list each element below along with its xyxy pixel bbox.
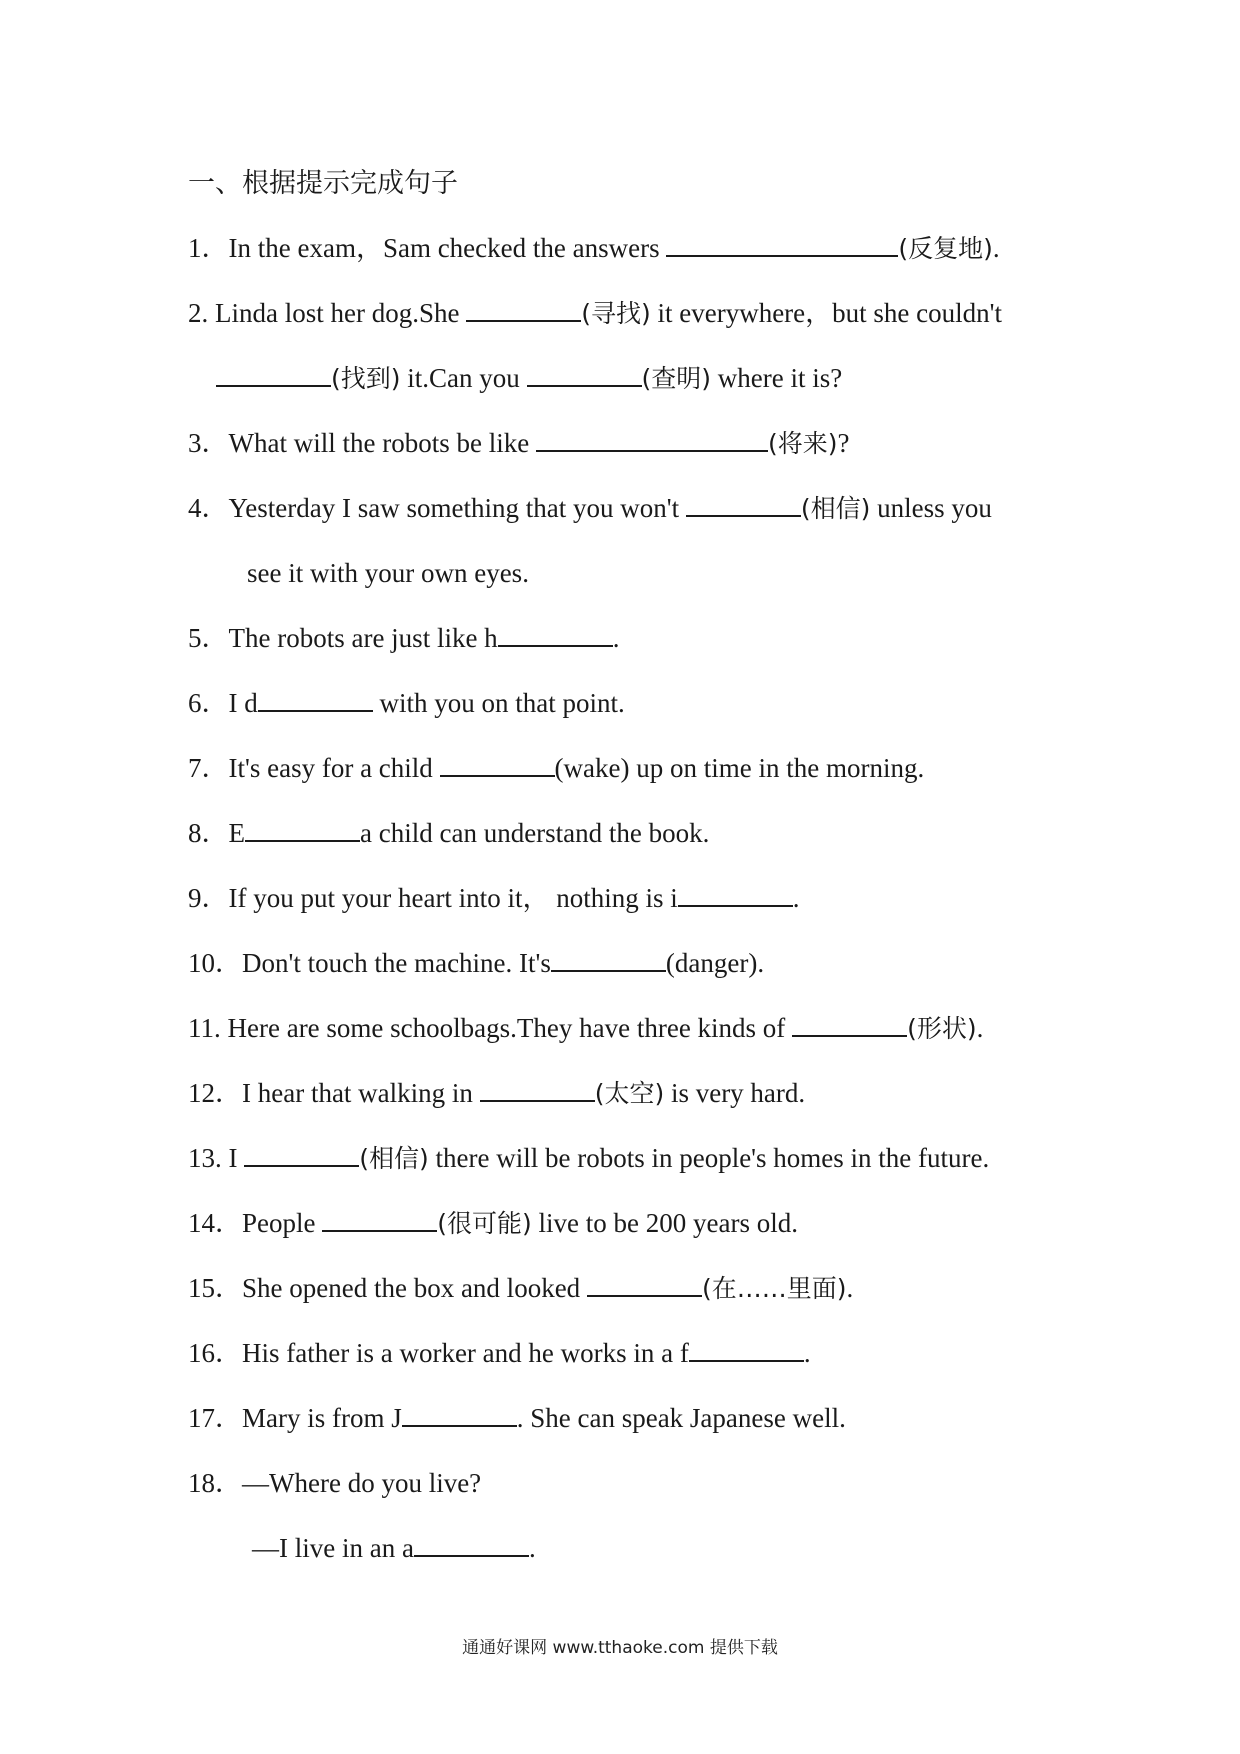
question-text: see it with your own eyes. <box>247 558 529 588</box>
question-number: 14． <box>188 1208 242 1238</box>
question-end: . <box>528 1533 536 1563</box>
answer-blank[interactable] <box>536 424 768 452</box>
question-text: His father is a worker and he works in a f <box>242 1338 689 1368</box>
question-end: . <box>803 1338 811 1368</box>
question-number: 5． <box>188 623 229 653</box>
question-text: The robots are just like h <box>228 623 498 653</box>
question-7 <box>188 748 924 788</box>
question-number: 8． <box>188 818 229 848</box>
question-18-answer-line <box>252 1528 536 1568</box>
answer-blank[interactable] <box>498 619 613 647</box>
hint-text: (反复地) <box>898 234 993 263</box>
answer-blank[interactable] <box>480 1074 595 1102</box>
hint-text: (相信) <box>359 1144 429 1173</box>
question-number: 7． <box>188 753 229 783</box>
question-text: live to be 200 years old. <box>531 1208 798 1238</box>
question-text: Mary is from J <box>242 1403 402 1433</box>
hint-text: (将来) <box>767 429 838 458</box>
question-text: I <box>228 1143 245 1173</box>
question-number: 6． <box>188 688 229 718</box>
question-18 <box>188 1463 481 1503</box>
question-end: . <box>612 623 620 653</box>
question-text: a child can understand the book. <box>360 818 710 848</box>
question-15 <box>188 1268 853 1309</box>
hint-text: (查明) <box>641 364 712 393</box>
question-text: (wake) up on time in the morning. <box>554 753 925 783</box>
answer-blank[interactable] <box>666 229 898 257</box>
question-10 <box>188 943 764 983</box>
question-text: Don't touch the machine. It's <box>242 948 551 978</box>
question-16 <box>188 1333 811 1373</box>
question-text: I hear that walking in <box>242 1078 480 1108</box>
answer-blank[interactable] <box>440 749 555 777</box>
question-4-continued <box>247 553 529 593</box>
question-2-continued <box>216 358 842 399</box>
question-11 <box>188 1008 983 1049</box>
question-text: there will be robots in people's homes in the future. <box>428 1143 990 1173</box>
question-number: 10． <box>188 948 242 978</box>
question-number: 15． <box>188 1273 242 1303</box>
answer-blank[interactable] <box>466 294 581 322</box>
question-text: it.Can you <box>400 363 527 393</box>
question-text: In the exam，Sam checked the answers <box>228 233 667 263</box>
question-end: ? <box>837 428 850 458</box>
question-text: unless you <box>870 493 992 523</box>
question-4 <box>188 488 992 529</box>
question-text: E <box>228 818 245 848</box>
question-text: is very hard. <box>664 1078 806 1108</box>
answer-blank[interactable] <box>258 684 373 712</box>
question-6 <box>188 683 625 723</box>
hint-text: (相信) <box>800 494 871 523</box>
question-number: 16． <box>188 1338 242 1368</box>
question-number: 4． <box>188 493 229 523</box>
answer-blank[interactable] <box>414 1529 529 1557</box>
question-text: Here are some schoolbags.They have three kinds of <box>227 1013 793 1043</box>
section-title: 一、根据提示完成句子 <box>188 168 458 199</box>
question-number: 9． <box>188 883 229 913</box>
answer-blank[interactable] <box>322 1204 437 1232</box>
question-end: . <box>976 1013 984 1043</box>
question-17 <box>188 1398 846 1438</box>
answer-blank[interactable] <box>792 1009 907 1037</box>
question-end: . <box>792 883 800 913</box>
hint-text: (很可能) <box>437 1209 532 1238</box>
question-9 <box>188 878 799 918</box>
question-end: . <box>992 233 1000 263</box>
question-text: She opened the box and looked <box>242 1273 587 1303</box>
question-text: People <box>242 1208 323 1238</box>
answer-blank[interactable] <box>402 1399 517 1427</box>
hint-text: (找到) <box>331 364 401 393</box>
question-14 <box>188 1203 798 1244</box>
question-number: 1． <box>188 233 229 263</box>
question-text: What will the robots be like <box>228 428 536 458</box>
question-13 <box>188 1138 989 1179</box>
question-text: where it is? <box>711 363 843 393</box>
question-3 <box>188 423 849 464</box>
answer-blank[interactable] <box>527 359 642 387</box>
question-number: 11. <box>188 1013 228 1043</box>
question-8 <box>188 813 709 853</box>
question-1 <box>188 228 1000 269</box>
question-text: I d <box>228 688 258 718</box>
question-text: Linda lost her dog.She <box>215 298 467 328</box>
question-number: 2. <box>188 298 215 328</box>
question-text: Yesterday I saw something that you won't <box>228 493 686 523</box>
question-number: 3． <box>188 428 229 458</box>
question-text: with you on that point. <box>372 688 625 718</box>
question-number: 13. <box>188 1143 229 1173</box>
answer-blank[interactable] <box>245 814 360 842</box>
hint-text: (形状) <box>907 1014 977 1043</box>
question-12 <box>188 1073 805 1114</box>
answer-blank[interactable] <box>216 359 331 387</box>
question-number: 12． <box>188 1078 242 1108</box>
question-text: If you put your heart into it， nothing is i <box>228 883 678 913</box>
question-5 <box>188 618 619 658</box>
hint-text: (在……里面) <box>701 1274 847 1303</box>
question-text: —Where do you live? <box>242 1468 482 1498</box>
question-text: —I live in an a <box>252 1533 414 1563</box>
answer-blank[interactable] <box>686 489 801 517</box>
hint-text: (太空) <box>594 1079 665 1108</box>
question-text: It's easy for a child <box>228 753 440 783</box>
hint-text: (寻找) <box>581 299 651 328</box>
question-end: . <box>846 1273 854 1303</box>
question-text: . She can speak Japanese well. <box>516 1403 846 1433</box>
question-number: 17． <box>188 1403 242 1433</box>
answer-blank[interactable] <box>244 1139 359 1167</box>
question-number: 18． <box>188 1468 242 1498</box>
page-footer: 通通好课网 www.tthaoke.com 提供下载 <box>462 1638 778 1658</box>
answer-blank[interactable] <box>587 1269 702 1297</box>
question-text: (danger). <box>665 948 765 978</box>
question-2 <box>188 293 1002 334</box>
answer-blank[interactable] <box>678 879 793 907</box>
answer-blank[interactable] <box>551 944 666 972</box>
question-text: it everywhere，but she couldn't <box>650 298 1002 328</box>
answer-blank[interactable] <box>689 1334 804 1362</box>
